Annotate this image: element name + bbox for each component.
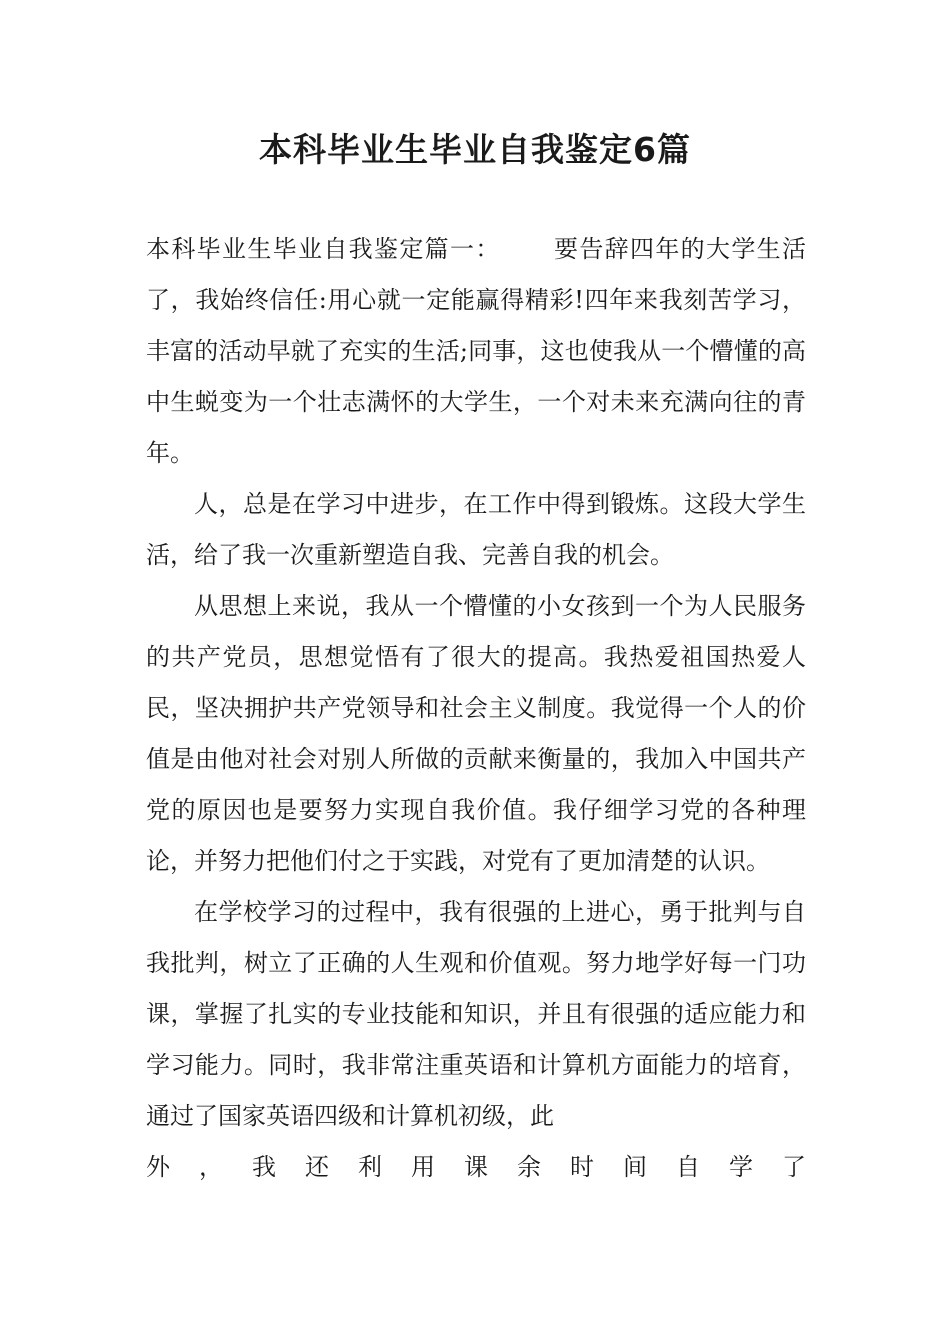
last-line-char: 课 xyxy=(464,1153,488,1181)
document-body xyxy=(146,224,806,1193)
last-line-char: 了 xyxy=(782,1153,806,1181)
document-title: 本科毕业生毕业自我鉴定6篇 xyxy=(259,130,691,169)
paragraph-2: 人，总是在学习中进步，在工作中得到锻炼。这段大学生活，给了我一次重新塑造自我、完善自我的机会。 xyxy=(146,490,806,569)
last-line-char: 用 xyxy=(411,1153,435,1181)
paragraph-1 xyxy=(146,224,806,479)
last-line-char: 自 xyxy=(676,1153,700,1181)
last-line-char: 还 xyxy=(305,1153,329,1181)
paragraph-1-text: 要告辞四年的大学生活了，我始终信任:用心就一定能赢得精彩!四年来我刻苦学习，丰富的活动早就了充实的生活;同事，这也使我从一个懵懂的高中生蜕变为一个壮志满怀的大学生，一个对未来充满向往的青年。 xyxy=(146,235,807,467)
last-line-char: ， xyxy=(199,1153,223,1181)
last-line-char: 间 xyxy=(623,1153,647,1181)
paragraph-1-heading: 本科毕业生毕业自我鉴定篇一： xyxy=(146,235,501,263)
last-line-char: 时 xyxy=(570,1153,594,1181)
last-line-char: 余 xyxy=(517,1153,541,1181)
last-line-char: 我 xyxy=(252,1153,276,1181)
last-line-char: 学 xyxy=(729,1153,753,1181)
paragraph-4: 在学校学习的过程中，我有很强的上进心，勇于批判与自我批判，树立了正确的人生观和价值观。努力地学好每一门功课，掌握了扎实的专业技能和知识，并且有很强的适应能力和学习能力。同时，我非常注重英语和计算机方面能力的培育，通过了国家英语四级和计算机初级，此 xyxy=(146,898,806,1130)
paragraph-4-last-line xyxy=(146,1142,806,1193)
paragraph-3: 从思想上来说，我从一个懵懂的小女孩到一个为人民服务的共产党员，思想觉悟有了很大的提高。我热爱祖国热爱人民，坚决拥护共产党领导和社会主义制度。我觉得一个人的价值是由他对社会对别人所做的贡献来衡量的，我加入中国共产党的原因也是要努力实现自我价值。我仔细学习党的各种理论，并努力把他们付之于实践，对党有了更加清楚的认识。 xyxy=(146,592,806,875)
last-line-char: 利 xyxy=(358,1153,382,1181)
last-line-char: 外 xyxy=(146,1153,170,1181)
